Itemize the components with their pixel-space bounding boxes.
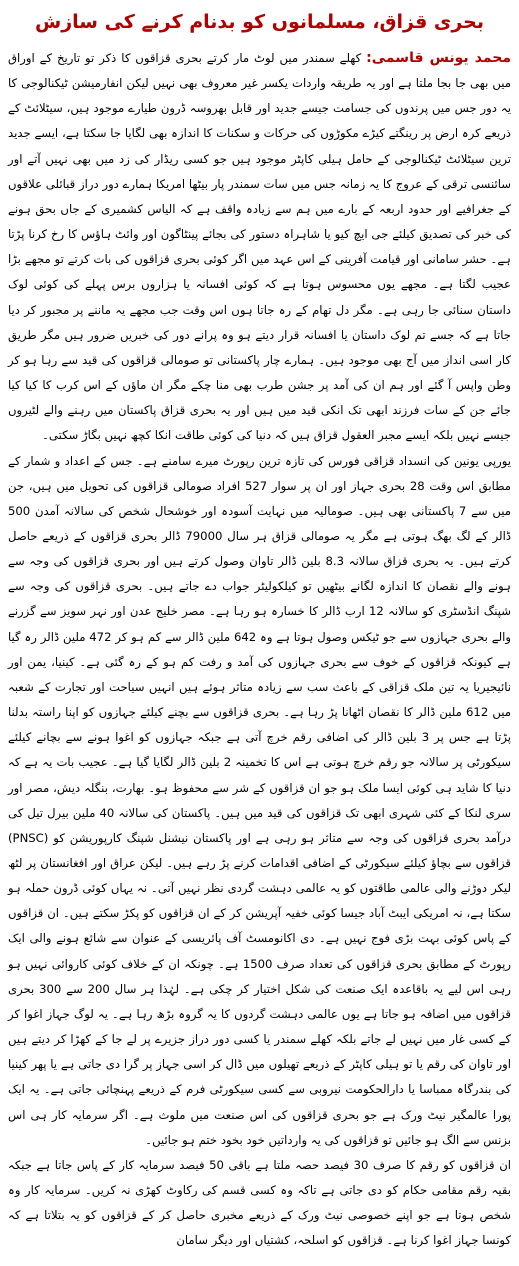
article-headline: بحری قزاق، مسلمانوں کو بدنام کرنے کی سازش (35, 11, 484, 33)
article-paragraph-1-text: کھلے سمندر میں لوٹ مار کرتے بحری قزاقوں کا ذکر تو تاریخ کے اوراق میں بھی جا بجا ملتا ہے اور یہ طریقہ واردات یکسر غیر معروف بھی نہیں لیکن انفارمیشن ٹیکنالوجی کا یہ دور جس میں پرندوں کی جسامت جیسے جدید اور قابل بھروسہ ڈرون طیارے موجود ہیں، سیٹلائٹ کے ذریعے کرہ ارض پر رینگتے کیڑے مکوڑوں کی حرکات و سکنات کا اندازہ بھی لگایا جا سکتا ہے، ایسے جدید ترین سیٹلائٹ ٹیکنالوجی کے حامل ہیلی کاپٹر موجود ہیں جو کسی ریڈار کی زد میں بھی نہیں آتے اور سائنسی ترقی کے عروج کا یہ زمانہ جس میں سات سمندر پار بیٹھا امریکا ہمارے دور دراز قبائلی علاقوں کے جغرافیے اور حدود اربعہ کے بارے میں ہم سے زیادہ واقف ہے کہ الیاس کشمیری کے جاں بحق ہونے کی خبر کی تصدیق کیلئے جی ایچ کیو یا شاہراہ دستور کی بجائے پینٹاگون اور وائٹ ہاؤس کا رخ کرنا پڑتا ہے۔ حشر سامانی اور قیامت آفرینی کے اس عہد میں اگر کوئی بحری قزاقوں کی بات کرتے تو مجھے بڑا عجیب لگتا ہے۔ مجھے یوں محسوس ہوتا ہے کہ کوئی افسانہ یا ہزاروں برس پہلے کی کوئی لوک داستان سنائی جا رہی ہے۔ مگر دل تھام کے رہ جاتا ہوں اس وقت جب مجھے یہ ماننے پر مجبور کر دیا جاتا ہے کہ جسے تم لوک داستان یا افسانہ قرار دیتے ہو وہ پرانے دور کی خبریں ضرور ہیں مگر طریق کار اسی انداز میں آج بھی موجود ہیں۔ ہمارے چار پاکستانی تو صومالی قزاقوں کی قید سے رہا ہو کر وطن واپس آ گئے اور ہم ان کی آمد پر جشن طرب بھی منا چکے مگر ان ماؤں کے اس کرب کا کیا کیا جائے جن کے سات فرزند ابھی تک انکی قید میں ہیں اور یہ بحری قزاق پاکستان میں رہنے والے لٹیروں جیسے نہیں بلکہ ایسے مجبر العقول قزاق ہیں کہ دنیا کی کوئی طاقت انکا کچھ نہیں بگاڑ سکتی۔ (8, 51, 511, 443)
article-paragraph-1 (8, 46, 511, 449)
article-paragraph-3: ان قزاقوں کو رقم کا صرف 30 فیصد حصہ ملتا ہے باقی 50 فیصد سرمایہ کار کے پاس جاتا ہے جبکہ بقیہ رقم مقامی حکام کو دی جاتی ہے تاکہ وہ کسی قسم کی رکاوٹ کھڑی نہ کریں۔ سرمایہ کار وہ شخص ہوتا ہے جو اپنے خصوصی نیٹ ورک کے ذریعے مخبری حاصل کر کے قزاقوں کو یہ بتلاتا ہے کہ کونسا جہاز اغوا کرنا ہے۔ قزاقوں کو اسلحہ، کشتیاں اور دیگر سامان (8, 1157, 511, 1248)
author-name: محمد یونس قاسمی: (366, 50, 511, 66)
article-paragraph-2: یورپی یونین کی انسداد قزاقی فورس کی تازہ ترین رپورٹ میرے سامنے ہے۔ جس کے اعداد و شمار کے مطابق اس وقت 28 بحری جہاز اور ان پر سوار 527 افراد صومالی قزاقوں کی تحویل میں ہیں، جن میں سے 7 پاکستانی بھی ہیں۔ صومالیہ میں نہایت آسودہ اور خوشحال شخص کی سالانہ آمدن 500 ڈالر کے لگ بھگ ہوتی ہے مگر یہ صومالی قزاق ہر سال 79000 ڈالر بحری قزاقوں کے ذریعے حاصل کرتے ہیں۔ یہ بحری قزاق سالانہ 8.3 بلین ڈالر تاوان وصول کرتے ہیں اور بحری قزاقوں کی وجہ سے ہونے والے نقصان کا اندازہ لگانے بیٹھیں تو کیلکولیٹر جواب دے جاتے ہیں۔ بحری قزاقوں کی وجہ سے شپنگ انڈسٹری کو سالانہ 12 ارب ڈالر کا خسارہ ہو رہا ہے۔ مصر خلیج عدن اور نہر سویز سے گزرنے والے بحری جہازوں سے جو ٹیکس وصول ہوتا ہے وہ 642 ملین ڈالر سے کم ہو کر 472 ملین ڈالر رہ گیا ہے کیونکہ قزاقوں کے خوف سے بحری جہازوں کی آمد و رفت کم ہو کے رہ گئی ہے۔ کینیا، یمن اور نائیجیریا یہ تین ملک قزاقی کے باعث سب سے زیادہ متاثر ہوئے ہیں انہیں سیاحت اور تجارت کے شعبہ میں 612 ملین ڈالر کا نقصان اٹھانا پڑ رہا ہے۔ بحری قزاقوں سے بچنے کیلئے جہازوں کو اپنا راستہ بدلنا پڑتا ہے جس پر 3 بلین ڈالر کی اضافی رقم خرچ آتی ہے جبکہ جہازوں کو اغوا ہونے سے بچانے کیلئے سیکورٹی پر سالانہ جو رقم خرچ ہوتی ہے اس کا تخمینہ 2 بلین ڈالر لگایا گیا ہے۔ عجیب بات یہ ہے کہ دنیا کا شاید ہی کوئی ایسا ملک ہو جو ان قزاقوں کے شر سے محفوظ ہو۔ بھارت، بنگلہ دیش، مصر اور سری لنکا کے کئی شہری ابھی تک قزاقوں کی قید میں ہیں۔ پاکستان کی سالانہ 40 ملین بیرل تیل کی درآمد بحری قزاقوں کی وجہ سے متاثر ہو رہی ہے اور پاکستان نیشنل شپنگ کارپوریشن کو (PNSC) قزاقوں سے بچاؤ کیلئے سیکورٹی کے اضافی اقدامات کرنے پڑ رہے ہیں۔ لیکن عراق اور افغانستان پر لٹھ لیکر دوڑنے والی عالمی طاقتوں کو یہ عالمی دہشت گردی نظر نہیں آتی۔ نہ یہاں کوئی ڈرون حملہ ہو سکتا ہے، نہ امریکی ایبٹ آباد جیسا کوئی خفیہ آپریشن کر کے ان قزاقوں کو پکڑ سکتے ہیں۔ ان قزاقوں کے پاس کوئی بہت بڑی فوج نہیں ہے۔ دی اکانومسٹ آف پائریسی کے عنوان سے شائع ہونے والی ایک رپورٹ کے مطابق بحری قزاقوں کی تعداد صرف 1500 ہے۔ چونکہ ان کے خلاف کوئی کاروائی نہیں ہو رہی اس لیے یہ باقاعدہ ایک صنعت کی شکل اختیار کر چکی ہے۔ لہٰذا ہر سال 200 سے 300 بحری قزاقوں میں اضافہ ہو جاتا ہے یوں عالمی دہشت گردوں کا یہ گروہ بڑھ رہا ہے۔ یہ لوگ جہاز اغوا کر کے کسی غار میں نہیں لے جاتے بلکہ کھلے سمندر یا کسی دور دراز جزیرے پر لے جا کے کھڑا کر دیتے ہیں اور تاوان کی رقم یا تو ہیلی کاپٹر کے ذریعے تھیلوں میں ڈال کر اسی جہاز پر گرا دی جاتی ہے یا پھر کینیا کی بندرگاہ ممباسا یا دارالحکومت نیروبی سے کسی سیکورٹی فرم کے ذریعے پہنچائی جاتی ہے۔ یہ ایک پورا عالمگیر نیٹ ورک ہے جو بحری قزاقوں کی اس صنعت میں ملوث ہے۔ اگر سرمایہ کار ہی اس بزنس سے الگ ہو جائیں تو قزاقوں کی یہ وارداتیں خود بخود ختم ہو جائیں۔ (8, 453, 512, 1147)
article-body (8, 46, 511, 1254)
